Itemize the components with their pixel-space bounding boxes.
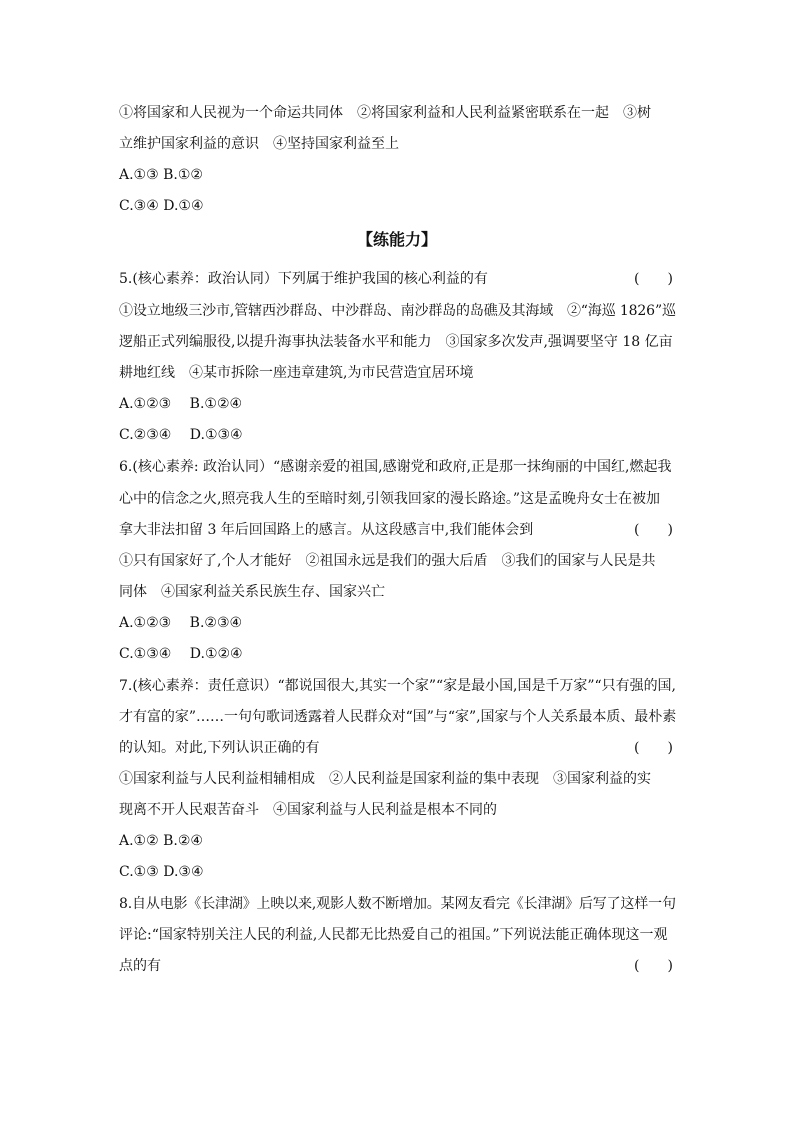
- q8-answer-bracket: ( ): [634, 958, 673, 974]
- q8-line-1: 8.自从电影《长津湖》上映以来,观影人数不断增加。某网友看完《长津湖》后写了这样一句: [119, 896, 676, 912]
- q5-stem: 5.(核心素养：政治认同）下列属于维护我国的核心利益的有: [119, 271, 488, 287]
- q7-answer-bracket: ( ): [634, 740, 673, 756]
- q8-line-3: 点的有: [119, 958, 161, 974]
- q7-option-line-1: A.①② B.②④: [119, 833, 203, 849]
- q6-line-4: ①只有国家好了,个人才能好 ②祖国永远是我们的强大后盾 ③我们的国家与人民是共: [119, 553, 656, 569]
- q6-option-line-2: C.①③④ D.①②④: [119, 646, 243, 662]
- q5-line-2: 逻船正式列编服役,以提升海事执法装备水平和能力 ③国家多次发声,强调要坚守 18 亿亩: [119, 334, 673, 350]
- q7-line-3: 的认知。对此,下列认识正确的有: [119, 740, 320, 756]
- q7-line-5: 现离不开人民艰苦奋斗 ④国家利益与人民利益是根本不同的: [119, 802, 497, 818]
- q6-line-2: 心中的信念之火,照亮我人生的至暗时刻,引领我回家的漫长路途。”这是孟晚舟女士在被加: [119, 491, 661, 507]
- q5-option-line-1: A.①②③ B.①②④: [119, 396, 243, 412]
- q4-statement-line-2: 立维护国家利益的意识 ④坚持国家利益至上: [119, 136, 399, 152]
- q6-line-1: 6.(核心素养: 政治认同）“感谢亲爱的祖国,感谢党和政府,正是那一抹绚丽的中国红,燃起我: [119, 459, 672, 475]
- q7-line-1: 7.(核心素养：责任意识）“都说国很大,其实一个家”“家是最小国,国是千万家”“只有强的国,: [119, 678, 676, 694]
- q6-line-5: 同体 ④国家利益关系民族生存、国家兴亡: [119, 584, 385, 600]
- q7-line-4: ①国家利益与人民利益相辅相成 ②人民利益是国家利益的集中表现 ③国家利益的实: [119, 771, 651, 787]
- q7-line-2: 才有富的家”……一句句歌词透露着人民群众对“国”与“家”,国家与个人关系最本质、最朴素: [119, 709, 677, 725]
- q8-line-2: 评论:“国家特别关注人民的利益,人民都无比热爱自己的祖国。”下列说法能正确体现这一观: [119, 927, 668, 943]
- q6-option-line-1: A.①②③ B.②③④: [119, 615, 243, 631]
- q4-statement-line-1: ①将国家和人民视为一个命运共同体 ②将国家利益和人民利益紧密联系在一起 ③树: [119, 105, 651, 121]
- q6-answer-bracket: ( ): [634, 522, 673, 538]
- q4-option-line-1: A.①③ B.①②: [119, 167, 203, 183]
- q5-line-3: 耕地红线 ④某市拆除一座违章建筑,为市民营造宜居环境: [119, 365, 474, 381]
- q4-option-line-2: C.③④ D.①④: [119, 198, 204, 214]
- q7-option-line-2: C.①③ D.③④: [119, 864, 204, 880]
- q5-line-1: ①设立地级三沙市,管辖西沙群岛、中沙群岛、南沙群岛的岛礁及其海域 ②“海巡 1826”巡: [119, 303, 676, 319]
- q6-line-3: 拿大非法扣留 3 年后回国路上的感言。从这段感言中,我们能体会到: [119, 522, 534, 538]
- section-title: 【练能力】: [356, 230, 437, 249]
- q5-option-line-2: C.②③④ D.①③④: [119, 427, 243, 443]
- q5-answer-bracket: ( ): [634, 271, 673, 287]
